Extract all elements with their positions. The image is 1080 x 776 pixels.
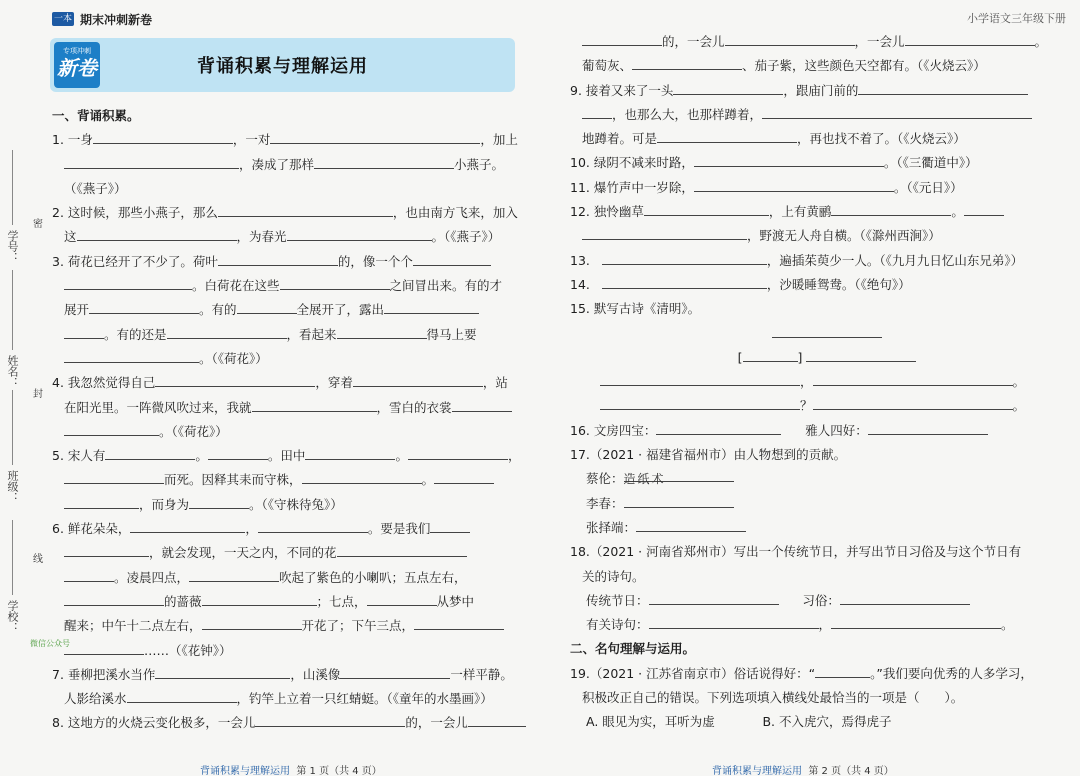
blank[interactable] — [649, 590, 779, 605]
blank[interactable] — [337, 324, 427, 339]
school-label: 学校： — [6, 600, 19, 633]
name-label: 姓名： — [6, 355, 19, 388]
blank[interactable] — [270, 129, 480, 144]
brand-logo: 一本 — [53, 14, 72, 24]
question-6: 6. 鲜花朵朵， ， 。要是我们 — [52, 517, 522, 541]
poem-author-line: [ ] — [582, 346, 1072, 370]
blank[interactable] — [287, 226, 432, 241]
option-a[interactable]: A. 眼见为实，耳听为虚 — [586, 714, 715, 730]
blank[interactable] — [644, 201, 769, 216]
badge-caption: 专项冲刺 — [63, 47, 91, 55]
blank[interactable] — [815, 663, 870, 678]
school-line — [12, 520, 13, 595]
blank[interactable] — [624, 493, 734, 508]
blank[interactable] — [694, 152, 884, 167]
blank[interactable] — [89, 299, 199, 314]
question-13: 13. ，遍插茱萸少一人。（《九月九日忆山东兄弟》） — [570, 249, 1072, 273]
left-content: 一、背诵积累。 1. 一身 ，一对 ，加上 ，凑成了那样 小燕子。 （《燕子》） 2. 这时候，那些小燕子，那么 ，也由南方飞来，加入 这 ，为春光 。（《燕子》） 3. 荷花已经开了不少了。荷叶 的，像一个个 。白荷花在这些 之间冒出来。有的才 展开 。有的 全展开了，露出 。有的还是 ，看起来 得马上要 。（《荷花》） 4. 我忽然觉得自己 ，穿着 ，站 在阳光里。一阵微风吹过来，我就 ，雪白的衣裳 。（《荷花》） 5. 宋人有 。 。田中 。 ， 而死。因释其耒而守株， 。 ，而身为 。（《守株待兔》） 6. 鲜花朵朵， ， 。要是我们 ，就会发现，一天之内，不同的花 。凌晨四点， 吹起了紫色的小喇叭；五点左右， 的蔷薇 ；七点， 从梦中 醒来；中午十二点左右， 开花了；下午三点， ……（《花钟》） 7. 垂柳把溪水当作 ，山溪像 一样平静。 人影给溪水 ，钓竿上立着一只红蜻蜓。（《童年的水墨画》） 8. 这地方的火烧云变化极多，一会儿 的，一会儿 — [52, 104, 522, 736]
blank[interactable] — [772, 323, 882, 338]
question-5: 5. 宋人有 。 。田中 。 ， — [52, 444, 522, 468]
blank[interactable] — [413, 251, 491, 266]
question-14: 14. ，沙暖睡鸳鸯。（《绝句》） — [570, 273, 1072, 297]
class-line — [12, 390, 13, 465]
blank[interactable] — [340, 664, 450, 679]
blank[interactable] — [858, 80, 1028, 95]
blank[interactable] — [218, 251, 338, 266]
question-3: 3. 荷花已经开了不少了。荷叶 的，像一个个 — [52, 250, 522, 274]
blank[interactable] — [77, 226, 237, 241]
poem-title-line — [582, 322, 1072, 346]
seal-mark-2: 封 — [33, 389, 43, 400]
page-footer-right: 背诵积累与理解运用 第 2 页（共 4 页） — [712, 766, 894, 776]
question-4: 4. 我忽然觉得自己 ，穿着 ，站 — [52, 371, 522, 395]
blank[interactable] — [302, 469, 422, 484]
blank[interactable] — [305, 445, 395, 460]
blank[interactable] — [64, 640, 144, 655]
blank[interactable] — [64, 591, 164, 606]
blank[interactable] — [905, 31, 1035, 46]
blank[interactable] — [452, 397, 512, 412]
question-10: 10. 绿阴不减来时路， 。（《三衢道中》） — [570, 151, 1072, 175]
number-line — [12, 150, 13, 225]
blank[interactable] — [813, 371, 1013, 386]
blank[interactable] — [636, 517, 746, 532]
grade-label: 小学语文三年级下册 — [967, 12, 1066, 25]
blank[interactable] — [813, 395, 1013, 410]
blank[interactable] — [218, 202, 393, 217]
blank[interactable] — [93, 129, 233, 144]
blank[interactable] — [167, 324, 287, 339]
question-11: 11. 爆竹声中一岁除， 。（《元日》） — [570, 176, 1072, 200]
blank[interactable] — [105, 445, 195, 460]
blank[interactable] — [64, 469, 164, 484]
question-17: 17.（2021 · 福建省福州市）由人物想到的贡献。 — [570, 447, 847, 463]
blank[interactable] — [252, 397, 377, 412]
blank[interactable] — [762, 104, 1032, 119]
question-15: 15. 默写古诗《清明》。 — [570, 301, 701, 317]
blank[interactable] — [582, 104, 612, 119]
blank[interactable] — [831, 201, 951, 216]
blank[interactable] — [64, 324, 104, 339]
blank[interactable] — [414, 615, 504, 630]
blank[interactable] — [657, 128, 797, 143]
question-7: 7. 垂柳把溪水当作 ，山溪像 一样平静。 — [52, 663, 522, 687]
blank[interactable] — [202, 591, 317, 606]
question-12: 12. 独怜幽草 ，上有黄鹂 。 — [570, 200, 1072, 224]
section-heading-2: 二、名句理解与运用。 — [570, 641, 696, 657]
answer-cailun[interactable]: 造纸术 — [624, 467, 734, 482]
blank[interactable] — [155, 372, 315, 387]
blank[interactable] — [673, 80, 783, 95]
blank[interactable] — [600, 395, 800, 410]
blank[interactable] — [189, 567, 279, 582]
right-page — [540, 0, 1080, 776]
blank[interactable] — [430, 518, 470, 533]
left-page — [0, 0, 535, 776]
blank[interactable] — [155, 664, 290, 679]
blank[interactable] — [64, 542, 149, 557]
seal-mark-1: 密 — [33, 219, 43, 230]
seal-mark-3: 线 — [33, 554, 43, 565]
blank[interactable] — [64, 348, 199, 363]
blank[interactable] — [64, 494, 139, 509]
question-18: 18.（2021 · 河南省郑州市）写出一个传统节日，并写出节日习俗及与这个节日有 — [570, 544, 1022, 560]
blank[interactable] — [189, 494, 249, 509]
question-16: 16. 文房四宝： 雅人四好： — [570, 419, 1072, 443]
blank[interactable] — [694, 177, 894, 192]
blank[interactable] — [408, 445, 508, 460]
question-1: 1. 一身 ，一对 ，加上 — [52, 128, 522, 152]
blank[interactable] — [367, 591, 437, 606]
blank[interactable] — [130, 518, 245, 533]
class-label: 班级： — [6, 470, 19, 503]
name-line — [12, 270, 13, 350]
badge-text: 新卷 — [57, 56, 97, 80]
watermark: 微信公众号 — [30, 639, 70, 648]
blank[interactable] — [353, 372, 483, 387]
blank[interactable] — [600, 371, 800, 386]
blank[interactable] — [582, 225, 747, 240]
blank[interactable] — [237, 299, 297, 314]
question-9: 9. 接着又来了一头 ，跟庙门前的 — [570, 79, 1072, 103]
blank[interactable] — [656, 420, 781, 435]
blank[interactable] — [632, 55, 742, 70]
blank[interactable] — [64, 567, 114, 582]
blank[interactable] — [806, 347, 916, 362]
blank[interactable] — [434, 469, 494, 484]
blank[interactable] — [64, 275, 192, 290]
blank[interactable] — [258, 518, 368, 533]
question-19: 19.（2021 · 江苏省南京市）俗话说得好：“ 。”我们要向优秀的人多学习， — [570, 662, 1072, 686]
page-title: 背诵积累与理解运用 — [197, 56, 368, 77]
option-b[interactable]: B. 不入虎穴，焉得虎子 — [762, 714, 892, 730]
question-8: 8. 这地方的火烧云变化极多，一会儿 的，一会儿 — [52, 711, 522, 735]
blank[interactable] — [602, 274, 767, 289]
blank[interactable] — [840, 590, 970, 605]
right-content: 的，一会儿 ，一会儿 。 葡萄灰、 、茄子紫，这些颜色天空都有。（《火烧云》） 9. 接着又来了一头 ，跟庙门前的 ，也那么大，也那样蹲着， 地蹲着。可是 ，再也找不着了。（《火烧云》） 10. 绿阴不减来时路， 。（《三衢道中》） 11. 爆竹声中一岁除， 。（《元日》） 12. 独怜幽草 ，上有黄鹂 。 ，野渡无人舟自横。（《滁州西涧》） 13. ，遍插茱萸少一人。（《九月九日忆山东兄弟》） 14. ，沙暖睡鸳鸯。（《绝句》） 15. 默写古诗《清明》。 [ ] ， 。 ？ 。 16. 文房四宝： 雅人四好： 17.（2021 · 福建省福州市）由人物想到的贡献。 蔡伦：造纸术 李春： 张择端： 18.（2021 · 河南省郑州市）写出一个传统节日，并写出节日习俗及与这个节日有 关的诗句。 传统节日： 习俗： 有关诗句： ， 。 二、名句理解与运用。 19.（2021 · 江苏省南京市）俗话说得好：“ 。”我们要向优秀的人多学习， 积极改正自己的错误。下列选项填入横线处最恰当的一项是（ ）。 A. 眼见为实，耳听为虚 B. 不入虎穴，焉得虎子 — [582, 30, 1072, 735]
binding-margin — [0, 100, 43, 670]
blank[interactable] — [337, 542, 467, 557]
number-label: 学号： — [6, 230, 19, 263]
blank[interactable] — [582, 31, 662, 46]
blank[interactable] — [384, 299, 479, 314]
page-footer-left: 背诵积累与理解运用 第 1 页（共 4 页） — [200, 766, 382, 776]
brand-title: 期末冲刺新卷 — [80, 13, 153, 27]
question-8-cont: 的，一会儿 ，一会儿 。 — [582, 30, 1072, 54]
blank[interactable] — [868, 420, 988, 435]
blank[interactable] — [64, 421, 159, 436]
blank[interactable] — [649, 614, 819, 629]
blank[interactable] — [202, 615, 302, 630]
blank[interactable] — [725, 31, 855, 46]
blank[interactable] — [468, 712, 526, 727]
blank[interactable] — [602, 250, 767, 265]
blank[interactable] — [743, 347, 798, 362]
blank[interactable] — [255, 712, 405, 727]
blank[interactable] — [964, 201, 1004, 216]
blank[interactable] — [280, 275, 390, 290]
blank[interactable] — [208, 445, 268, 460]
blank[interactable] — [64, 154, 239, 169]
question-2: 2. 这时候，那些小燕子，那么 ，也由南方飞来，加入 — [52, 201, 522, 225]
blank[interactable] — [831, 614, 1001, 629]
title-banner — [50, 38, 515, 92]
blank[interactable] — [127, 688, 237, 703]
blank[interactable] — [314, 154, 454, 169]
section-heading-1: 一、背诵积累。 — [52, 108, 140, 123]
